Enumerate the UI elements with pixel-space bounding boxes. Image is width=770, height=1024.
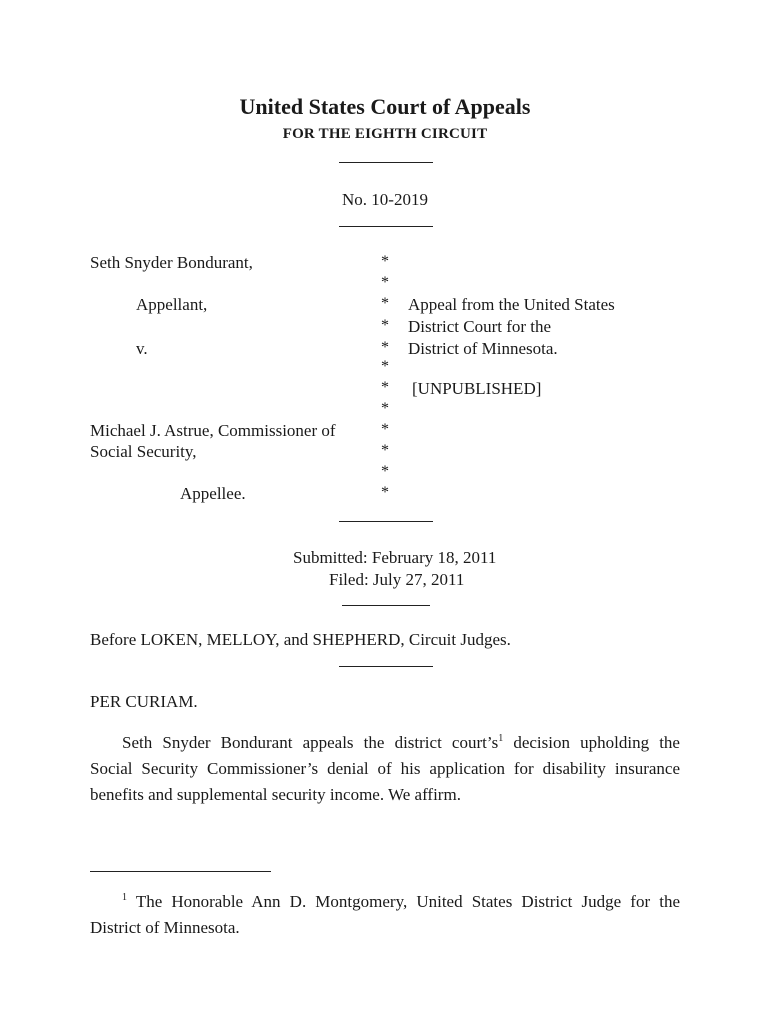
appellee-name-line2: Social Security, (90, 442, 197, 461)
caption-star: * (381, 400, 389, 417)
opinion-line: Social Security Commissioner’s denial of his application for disability insurance (90, 759, 680, 778)
panel-judges: Before LOKEN, MELLOY, and SHEPHERD, Circuit Judges. (90, 630, 511, 649)
publication-status: [UNPUBLISHED] (412, 379, 542, 398)
footnote (90, 889, 680, 941)
caption-star: * (381, 274, 389, 291)
appellant-role: Appellant, (136, 295, 208, 314)
caption-star: * (381, 339, 389, 356)
opinion-paragraph (90, 730, 680, 808)
header-divider (339, 162, 433, 163)
caption-star: * (381, 463, 389, 480)
circuit-name: FOR THE EIGHTH CIRCUIT (282, 126, 488, 142)
appellee-role: Appellee. (180, 484, 246, 503)
opinion-text: decision upholding the (503, 733, 680, 752)
caption-star: * (381, 358, 389, 375)
opinion-line (90, 730, 680, 756)
appeal-from-line2: District Court for the (408, 317, 552, 336)
footnote-reference[interactable]: 1 (498, 733, 504, 744)
caption-star: * (381, 253, 389, 270)
caption-star: * (381, 317, 389, 334)
dates-divider (342, 605, 430, 606)
caption-divider (339, 521, 433, 522)
caption-star: * (381, 484, 389, 501)
versus: v. (136, 339, 148, 358)
panel-divider (339, 666, 433, 667)
footnote-separator (90, 871, 271, 872)
submitted-date: Submitted: February 18, 2011 (293, 548, 497, 567)
appeal-from-line1: Appeal from the United States (408, 295, 615, 314)
appellant-name: Seth Snyder Bondurant, (90, 253, 253, 272)
appellee-name-line1: Michael J. Astrue, Commissioner of (90, 421, 336, 440)
caption-star: * (381, 421, 389, 438)
per-curiam-heading: PER CURIAM. (90, 692, 198, 711)
footnote-text: The Honorable Ann D. Montgomery, United States District Judge for the (135, 892, 680, 911)
court-name: United States Court of Appeals (239, 94, 531, 119)
opinion-text: Seth Snyder Bondurant appeals the district court’s (122, 733, 499, 752)
appeal-from-line3: District of Minnesota. (408, 339, 558, 358)
opinion-line-last: benefits and supplemental security income. We affirm. (90, 785, 461, 804)
caption-star: * (381, 295, 389, 312)
case-number-divider (339, 226, 433, 227)
filed-date: Filed: July 27, 2011 (329, 570, 465, 589)
footnote-line-last: District of Minnesota. (90, 918, 240, 937)
footnote-line (90, 889, 680, 915)
caption-star: * (381, 442, 389, 459)
caption-star: * (381, 379, 389, 396)
case-number: No. 10-2019 (342, 190, 428, 209)
footnote-marker: 1 (122, 892, 127, 903)
